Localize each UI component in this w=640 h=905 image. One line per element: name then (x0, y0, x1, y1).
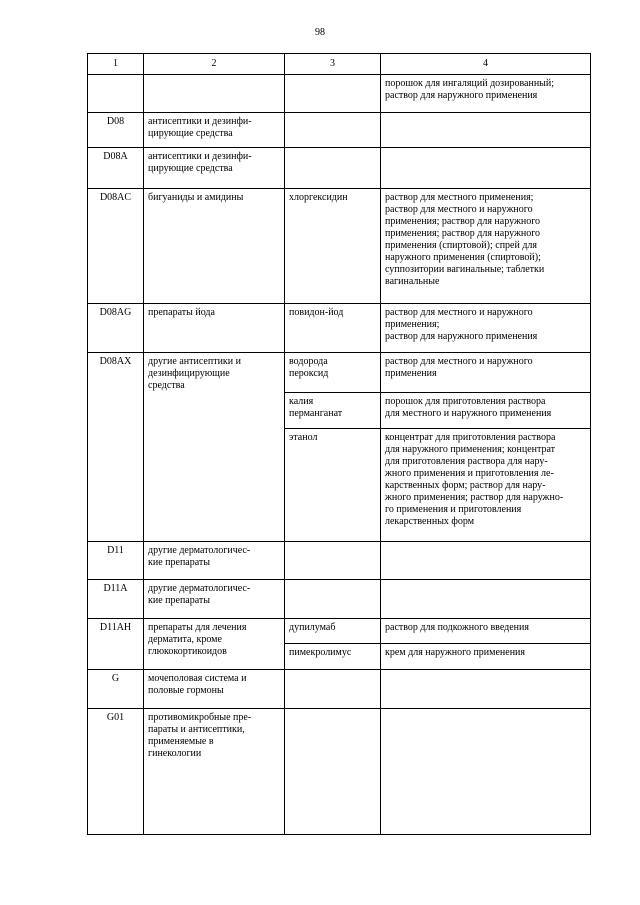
atc-code: G01 (88, 709, 144, 835)
dosage-forms: раствор для подкожного введения (381, 619, 591, 644)
substance-name (285, 580, 381, 619)
group-name: другие антисептики и дезинфицирующие средства (144, 353, 285, 542)
page-number: 98 (315, 27, 325, 38)
atc-code: D11A (88, 580, 144, 619)
table-row (88, 304, 591, 353)
substance-name: водорода пероксид (285, 353, 381, 393)
column-header-1: 1 (88, 54, 144, 75)
table-row (88, 353, 591, 393)
atc-code: D08AC (88, 189, 144, 304)
group-name (144, 75, 285, 113)
atc-code: D08AG (88, 304, 144, 353)
substance-name (285, 113, 381, 148)
dosage-forms (381, 113, 591, 148)
substance-name (285, 670, 381, 709)
substance-name: хлоргексидин (285, 189, 381, 304)
atc-code: D08A (88, 148, 144, 189)
drug-classification-table (87, 53, 591, 835)
group-name: противомикробные пре- параты и антисептики, применяемые в гинекологии (144, 709, 285, 835)
header-row (88, 54, 591, 75)
table-row (88, 113, 591, 148)
table-row (88, 189, 591, 304)
atc-code: G (88, 670, 144, 709)
table-row (88, 542, 591, 580)
column-header-2: 2 (144, 54, 285, 75)
column-header-4: 4 (381, 54, 591, 75)
group-name: препараты для лечения дерматита, кроме глюкокортикоидов (144, 619, 285, 670)
table-row (88, 619, 591, 644)
table-row (88, 709, 591, 835)
dosage-forms: раствор для местного применения; раствор для местного и наружного применения; раствор для наружного применения; раствор для наружного применения (спиртовой); спрей для наружного применения (спиртовой); суппозитории вагинальные; таблетки вагинальные (381, 189, 591, 304)
substance-name (285, 75, 381, 113)
table-row (88, 75, 591, 113)
table-row (88, 580, 591, 619)
dosage-forms: порошок для ингаляций дозированный; раствор для наружного применения (381, 75, 591, 113)
dosage-forms: раствор для местного и наружного применения; раствор для наружного применения (381, 304, 591, 353)
group-name: другие дерматологичес- кие препараты (144, 542, 285, 580)
group-name: препараты йода (144, 304, 285, 353)
substance-name: калия перманганат (285, 393, 381, 429)
dosage-forms (381, 542, 591, 580)
atc-code: D08 (88, 113, 144, 148)
dosage-forms (381, 709, 591, 835)
group-name: другие дерматологичес- кие препараты (144, 580, 285, 619)
substance-name: повидон-йод (285, 304, 381, 353)
group-name: антисептики и дезинфи- цирующие средства (144, 148, 285, 189)
dosage-forms: порошок для приготовления раствора для местного и наружного применения (381, 393, 591, 429)
group-name: бигуаниды и амидины (144, 189, 285, 304)
group-name: антисептики и дезинфи- цирующие средства (144, 113, 285, 148)
group-name: мочеполовая система и половые гормоны (144, 670, 285, 709)
dosage-forms (381, 580, 591, 619)
table-row (88, 148, 591, 189)
dosage-forms: концентрат для приготовления раствора для наружного применения; концентрат для приготовления раствора для нару- жного применения и приготовления ле- карственных форм; раствор для нару- жного применения; раствор для наружно- го применения и приготовления лекарственных форм (381, 429, 591, 542)
substance-name (285, 148, 381, 189)
substance-name (285, 709, 381, 835)
dosage-forms: крем для наружного применения (381, 644, 591, 670)
atc-code: D08AX (88, 353, 144, 542)
atc-code: D11AH (88, 619, 144, 670)
atc-code (88, 75, 144, 113)
column-header-3: 3 (285, 54, 381, 75)
substance-name (285, 542, 381, 580)
atc-code: D11 (88, 542, 144, 580)
substance-name: дупилумаб (285, 619, 381, 644)
table-row (88, 670, 591, 709)
dosage-forms (381, 148, 591, 189)
substance-name: этанол (285, 429, 381, 542)
substance-name: пимекролимус (285, 644, 381, 670)
dosage-forms: раствор для местного и наружного применения (381, 353, 591, 393)
dosage-forms (381, 670, 591, 709)
